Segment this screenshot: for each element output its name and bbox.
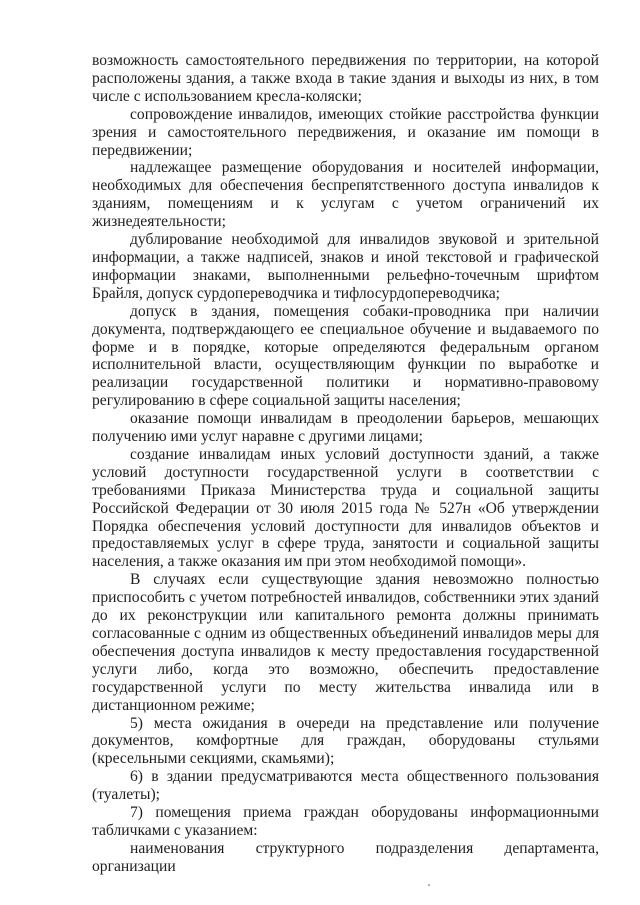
scan-speck — [428, 884, 430, 886]
paragraph-item-6: 6) в здании предусматриваются места общественного пользования (туалеты); — [92, 768, 599, 804]
document-page — [92, 52, 599, 876]
paragraph-duplication: дублирование необходимой для инвалидов звуковой и зрительной информации, а также надписей, знаков и иной текстовой и графической информации знаками, выполненными рельефно-точечным шрифтом Брайля, допуск сурдопереводчика и тифлосурдопереводчика; — [92, 231, 599, 302]
paragraph-item-7: 7) помещения приема граждан оборудованы информационными табличками с указанием: — [92, 804, 599, 839]
paragraph-unit-name: наименования структурного подразделения департамента, организации — [92, 839, 599, 875]
paragraph-assistance: оказание помощи инвалидам в преодолении барьеров, мешающих получению ими услуг наравне с другими лицами; — [92, 410, 599, 446]
paragraph-movement: возможность самостоятельного передвижения по территории, на которой расположены здания, а также входа в такие здания и выходы из них, в том числе с использованием кресла-коляски; — [92, 52, 599, 105]
paragraph-equipment: надлежащее размещение оборудования и носителей информации, необходимых для обеспечения беспрепятственного доступа инвалидов к зданиям, помещениям и к услугам с учетом ограничений их жизнедеятельности; — [92, 159, 599, 231]
paragraph-other-conditions: создание инвалидам иных условий доступности зданий, а также условий доступности государственной услуги в соответствии с требованиями Приказа Министерства труда и социальной защиты Российской Федерации от 30 июля 2015 года № 527н «Об утверждении Порядка обеспечения условий доступности для инвалидов объектов и предоставляемых услуг в сфере труда, занятости и социальной защиты населения, а также оказания им при этом необходимой помощи». — [92, 445, 599, 571]
paragraph-escort: сопровождение инвалидов, имеющих стойкие расстройства функции зрения и самостоятельного передвижения, и оказание им помощи в передвижении; — [92, 105, 599, 159]
paragraph-item-5: 5) места ожидания в очереди на представление или получение документов, комфортные для граждан, оборудованы стульями (кресельными секциями, скамьями); — [92, 714, 599, 768]
paragraph-existing-buildings: В случаях если существующие здания невозможно полностью приспособить с учетом потребностей инвалидов, собственники этих зданий до их реконструкции или капитального ремонта должны принимать согласованные с одним из общественных объединений инвалидов меры для обеспечения доступа инвалидов к месту предоставления государственной услуги либо, когда это возможно, обеспечить предоставление государственной услуги по месту жительства инвалида или в дистанционном режиме; — [92, 571, 599, 714]
paragraph-guide-dog: допуск в здания, помещения собаки-проводника при наличии документа, подтверждающего ее специальное обучение и выдаваемого по форме и в порядке, которые определяются федеральным органом исполнительной власти, осуществляющим функции по выработке и реализации государственной политики и нормативно-правовому регулированию в сфере социальной защиты населения; — [92, 302, 599, 410]
